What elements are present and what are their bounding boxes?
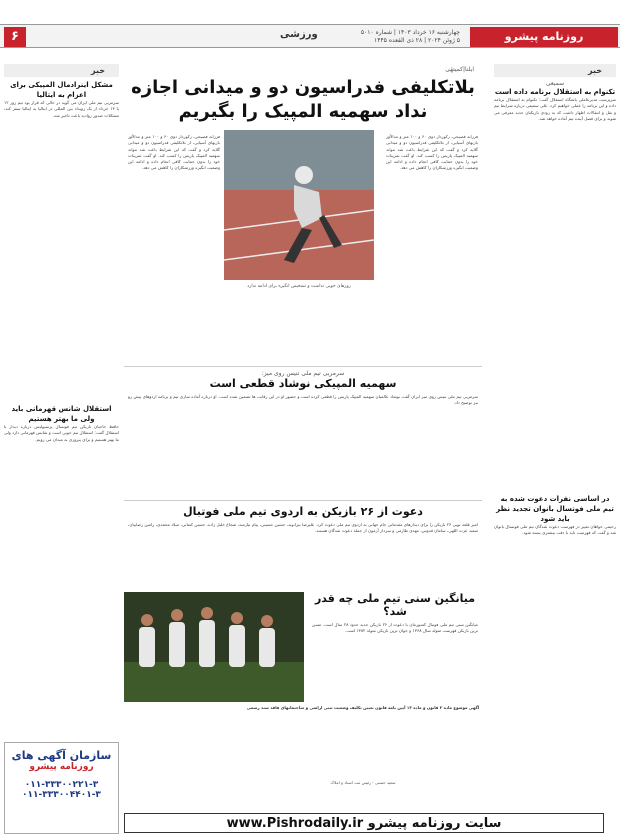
team-illustration	[124, 592, 304, 702]
story-title: مشکل اینرادمال المپیکی برای اعزام به ایتالیا	[10, 81, 113, 99]
story-title: استقلال شانس قهرمانی باید ولی ما بهتر هستیم	[11, 405, 112, 423]
news-item	[4, 404, 119, 443]
athlete-illustration	[224, 130, 374, 280]
dateline-line: چهارشنبه ۱۶ خرداد ۱۴۰۳ | شماره ۵۰۱۰	[360, 29, 460, 36]
website-footer[interactable]: www.Pishrodaily.ir سایت روزنامه پیشرو	[124, 813, 604, 833]
story-body: رحیمی خواهان تغییر در فهرست دعوت شدگان تیم ملی فوتسال بانوان شد و گفت که فهرست باید با دقت بیشتری بسته شود.	[494, 524, 616, 536]
news-item	[4, 80, 119, 119]
story-title: تکنوام به استقلال برنامه داده است	[494, 88, 616, 96]
team-photo	[124, 592, 304, 702]
story-body: فرزانه فصیحی، رکوردار دوی ۶۰ و ۱۰۰ متر و مدالآور بازیهای آسیایی، از بلاتکلیفی فدراسیون دو و میدانی گلایه کرد و گفت که این شرایط باعث شد نتواند سهمیه المپیک پاریس را کسب کند. او گفت تمرینات خود را بدون حمایت کافی انجام داده و ادامه این وضعیت انگیزه ورزشکاران را کاهش می دهد.	[386, 134, 478, 171]
headline: بلاتکلیفی فدراسیون دو و میدانی اجازه نداد سهمیه المپیک را بگیریم	[131, 77, 475, 122]
story-body: حافظ حاجیان بازیکن تیم فوتسال پرسپولیس درباره دیدار با استقلال گفت: استقلال تیم خوبی است و شانس قهرمانی دارد ولی ما بهتر هستیم و برای پیروزی به میدان می رویم.	[4, 424, 119, 442]
story-average-age	[308, 592, 482, 702]
ad-box	[4, 742, 119, 834]
page-number: ۶	[4, 27, 26, 47]
news-item	[494, 494, 616, 537]
kicker: ایلنا|کمیتهٔی	[445, 66, 474, 73]
right-column-header	[494, 64, 616, 77]
news-item	[494, 80, 616, 122]
athlete-photo	[224, 130, 374, 280]
headline: دعوت از ۲۶ بازیکن به اردوی تیم ملی فوتبال	[183, 505, 423, 518]
kicker: سرمربی تیم ملی تنیس روی میز:	[261, 370, 345, 377]
dateline	[361, 29, 460, 45]
story-table-tennis	[124, 366, 482, 498]
ad-title: سازمان آگهی های	[11, 749, 112, 762]
story-body: سرمربی تیم ملی تنیس روی میز ایران گفت نوشاد عالمیان سهمیه المپیک پاریس را قطعی کرده است و حضور او در این رقابت ها تضمین شده است. او درباره آماده سازی تیم و برنامه اردوهای پیش رو نیز توضیح داد.	[128, 394, 478, 406]
ad-phone: ۰۱۱-۳۳۳۰۰۴۴۰۱-۳	[22, 790, 101, 800]
ad-phone: ۰۱۱-۳۳۳۰۰۲۲۱-۳	[24, 780, 99, 790]
header-label: خبر	[90, 66, 105, 75]
story-body: میانگین سنی تیم ملی فوتبال کشورمان با دعوت از ۲۶ بازیکن جدید حدود ۲۸ سال است. مسن ترین بازیکن فهرست متولد سال ۱۳۶۸ و جوان ترین بازیکن متولد ۱۳۸۲ است.	[312, 622, 479, 634]
story-body: سرپرست مدیرعاملی باشگاه استقلال گفت: تکنوام به استقلال برنامه داده و این برنامه را عملی خواهیم کرد. علی سمیعی درباره شرایط تیم و نقل و انتقالات اظهار داشت که به زودی بازیکنان جدید معرفی می شوند و برای فصل آینده تیم آماده خواهد شد.	[494, 97, 616, 121]
top-story	[124, 64, 482, 364]
story-body: امیر قلعه نویی ۲۶ بازیکن را برای دیدارهای مقدماتی جام جهانی به اردوی تیم ملی دعوت کرد. علیرضا بیرانوند، حسین حسینی، پیام نیازمند، شجاع خلیل زاده، حسین کنعانی، میلاد محمدی، رامین رضاییان، سعید عزت اللهی، سامان قدوس، مهدی طارمی و سردار آزمون از جمله دعوت شدگان هستند.	[128, 522, 478, 534]
masthead: روزنامه پیشرو	[470, 27, 618, 47]
story-body: سرمربی تیم ملی ایران می گوید در حالی که قرار بود تیم روز ۱۲ یا ۱۳ خرداد از یک رویداد بین المللی در ایتالیا به ایتالیا سفر کند، مشکلات صدور روادید باعث تاخیر شد.	[4, 100, 119, 118]
dateline-line: ۵ ژوئن ۲۰۲۴ | ۲۸ ذی القعده ۱۴۴۵	[374, 37, 460, 44]
section-title: ورزشی	[280, 29, 318, 40]
legal-notice-title: آگهی موضوع ماده ۳ قانون و ماده ۱۳ آیین نامه قانون تعیین تکلیف وضعیت ثبتی اراضی و ساختمانهای فاقد سند رسمی	[246, 705, 480, 710]
story-title: در اساسی نفرات دعوت شده به تیم ملی فوتسال بانوان تجدید نظر باید شود	[496, 495, 614, 523]
photo-caption: روزهای خوبی نداشت و تشخیص انگیزه برای ادامه ندارد	[247, 284, 351, 289]
left-column-header	[4, 64, 119, 77]
page-header	[0, 24, 620, 48]
kicker: سمیعی	[545, 80, 565, 87]
left-column	[4, 64, 119, 736]
ad-subtitle: روزنامه پیشرو	[29, 762, 94, 772]
header-label: خبر	[587, 66, 602, 75]
story-body: فرزانه فصیحی، رکوردار دوی ۶۰ و ۱۰۰ متر و مدالآور بازیهای آسیایی، از بلاتکلیفی فدراسیون دو و میدانی گلایه کرد و گفت که این شرایط باعث شد نتواند سهمیه المپیک پاریس را کسب کند. او گفت تمرینات خود را بدون حمایت کافی انجام داده و ادامه این وضعیت انگیزه ورزشکاران را کاهش می دهد.	[128, 134, 220, 171]
headline: سهمیه المپیکی نوشاد قطعی است	[209, 377, 397, 390]
legal-signature: سعید حسنی - رئیس ثبت اسناد و املاک	[330, 780, 396, 785]
headline: میانگین سنی تیم ملی چه قدر شد؟	[314, 592, 476, 618]
story-national-team	[124, 500, 482, 590]
